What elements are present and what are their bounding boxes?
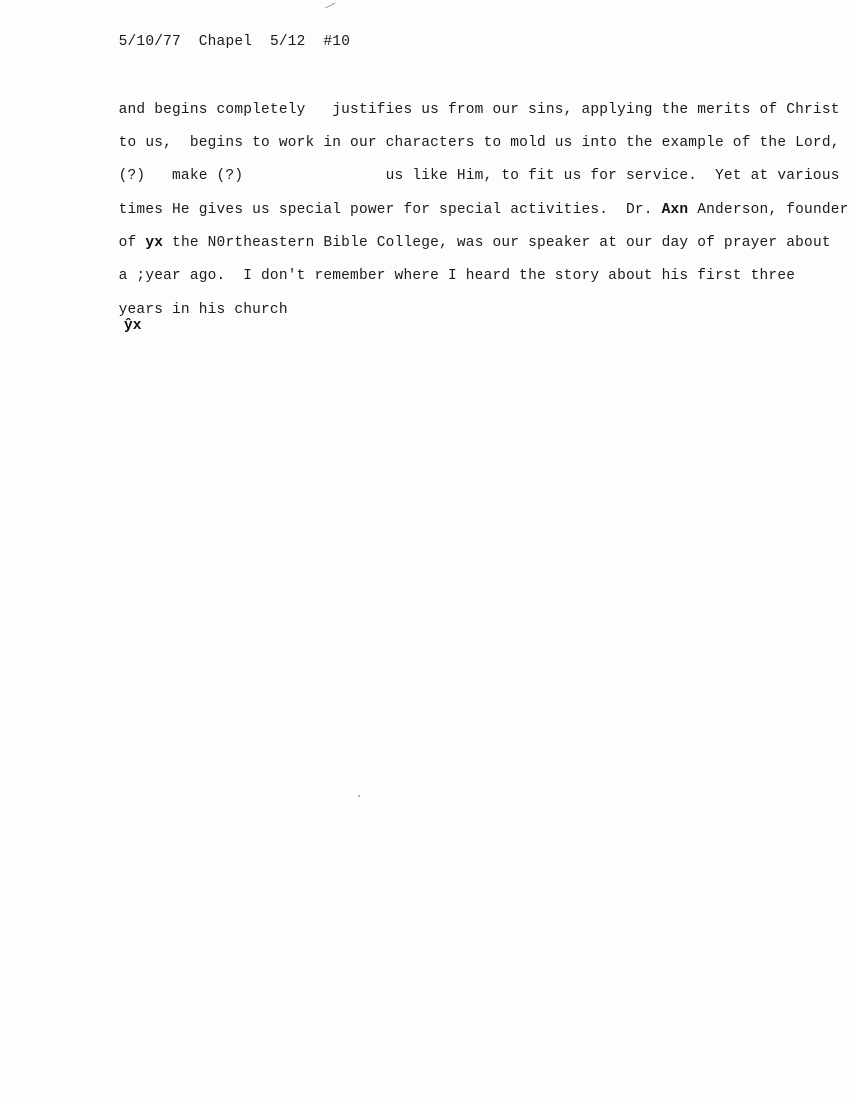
body-line-3: (?) make (?) us like Him, to fit us for service. Yet at various	[118, 168, 840, 184]
struck-out-text: Axn	[661, 202, 689, 218]
document-header	[83, 18, 350, 66]
struck-out-mark: ŷx	[124, 318, 142, 334]
header-event: Chapel	[198, 34, 253, 50]
body-line-2: to us, begins to work in our characters to mold us into the example of the Lord,	[118, 135, 840, 151]
body-line-1: and begins completely justifies us from our sins, applying the merits of Christ	[118, 102, 840, 118]
paper-speck	[358, 795, 360, 797]
header-date: 5/10/77	[118, 34, 181, 50]
body-line-4: times He gives us special power for special activities. Dr. Axn Anderson, founder	[118, 202, 849, 218]
body-line-5: of yx the N0rtheastern Bible College, was our speaker at our day of prayer about	[118, 235, 831, 251]
body-line-7: years in his church	[118, 302, 288, 318]
header-number: #10	[323, 34, 351, 50]
pencil-mark	[324, 2, 336, 10]
header-event-date: 5/12	[269, 34, 306, 50]
body-line-6: a ;year ago. I don't remember where I heard the story about his first three	[118, 268, 796, 284]
struck-out-text: yx	[145, 235, 164, 251]
